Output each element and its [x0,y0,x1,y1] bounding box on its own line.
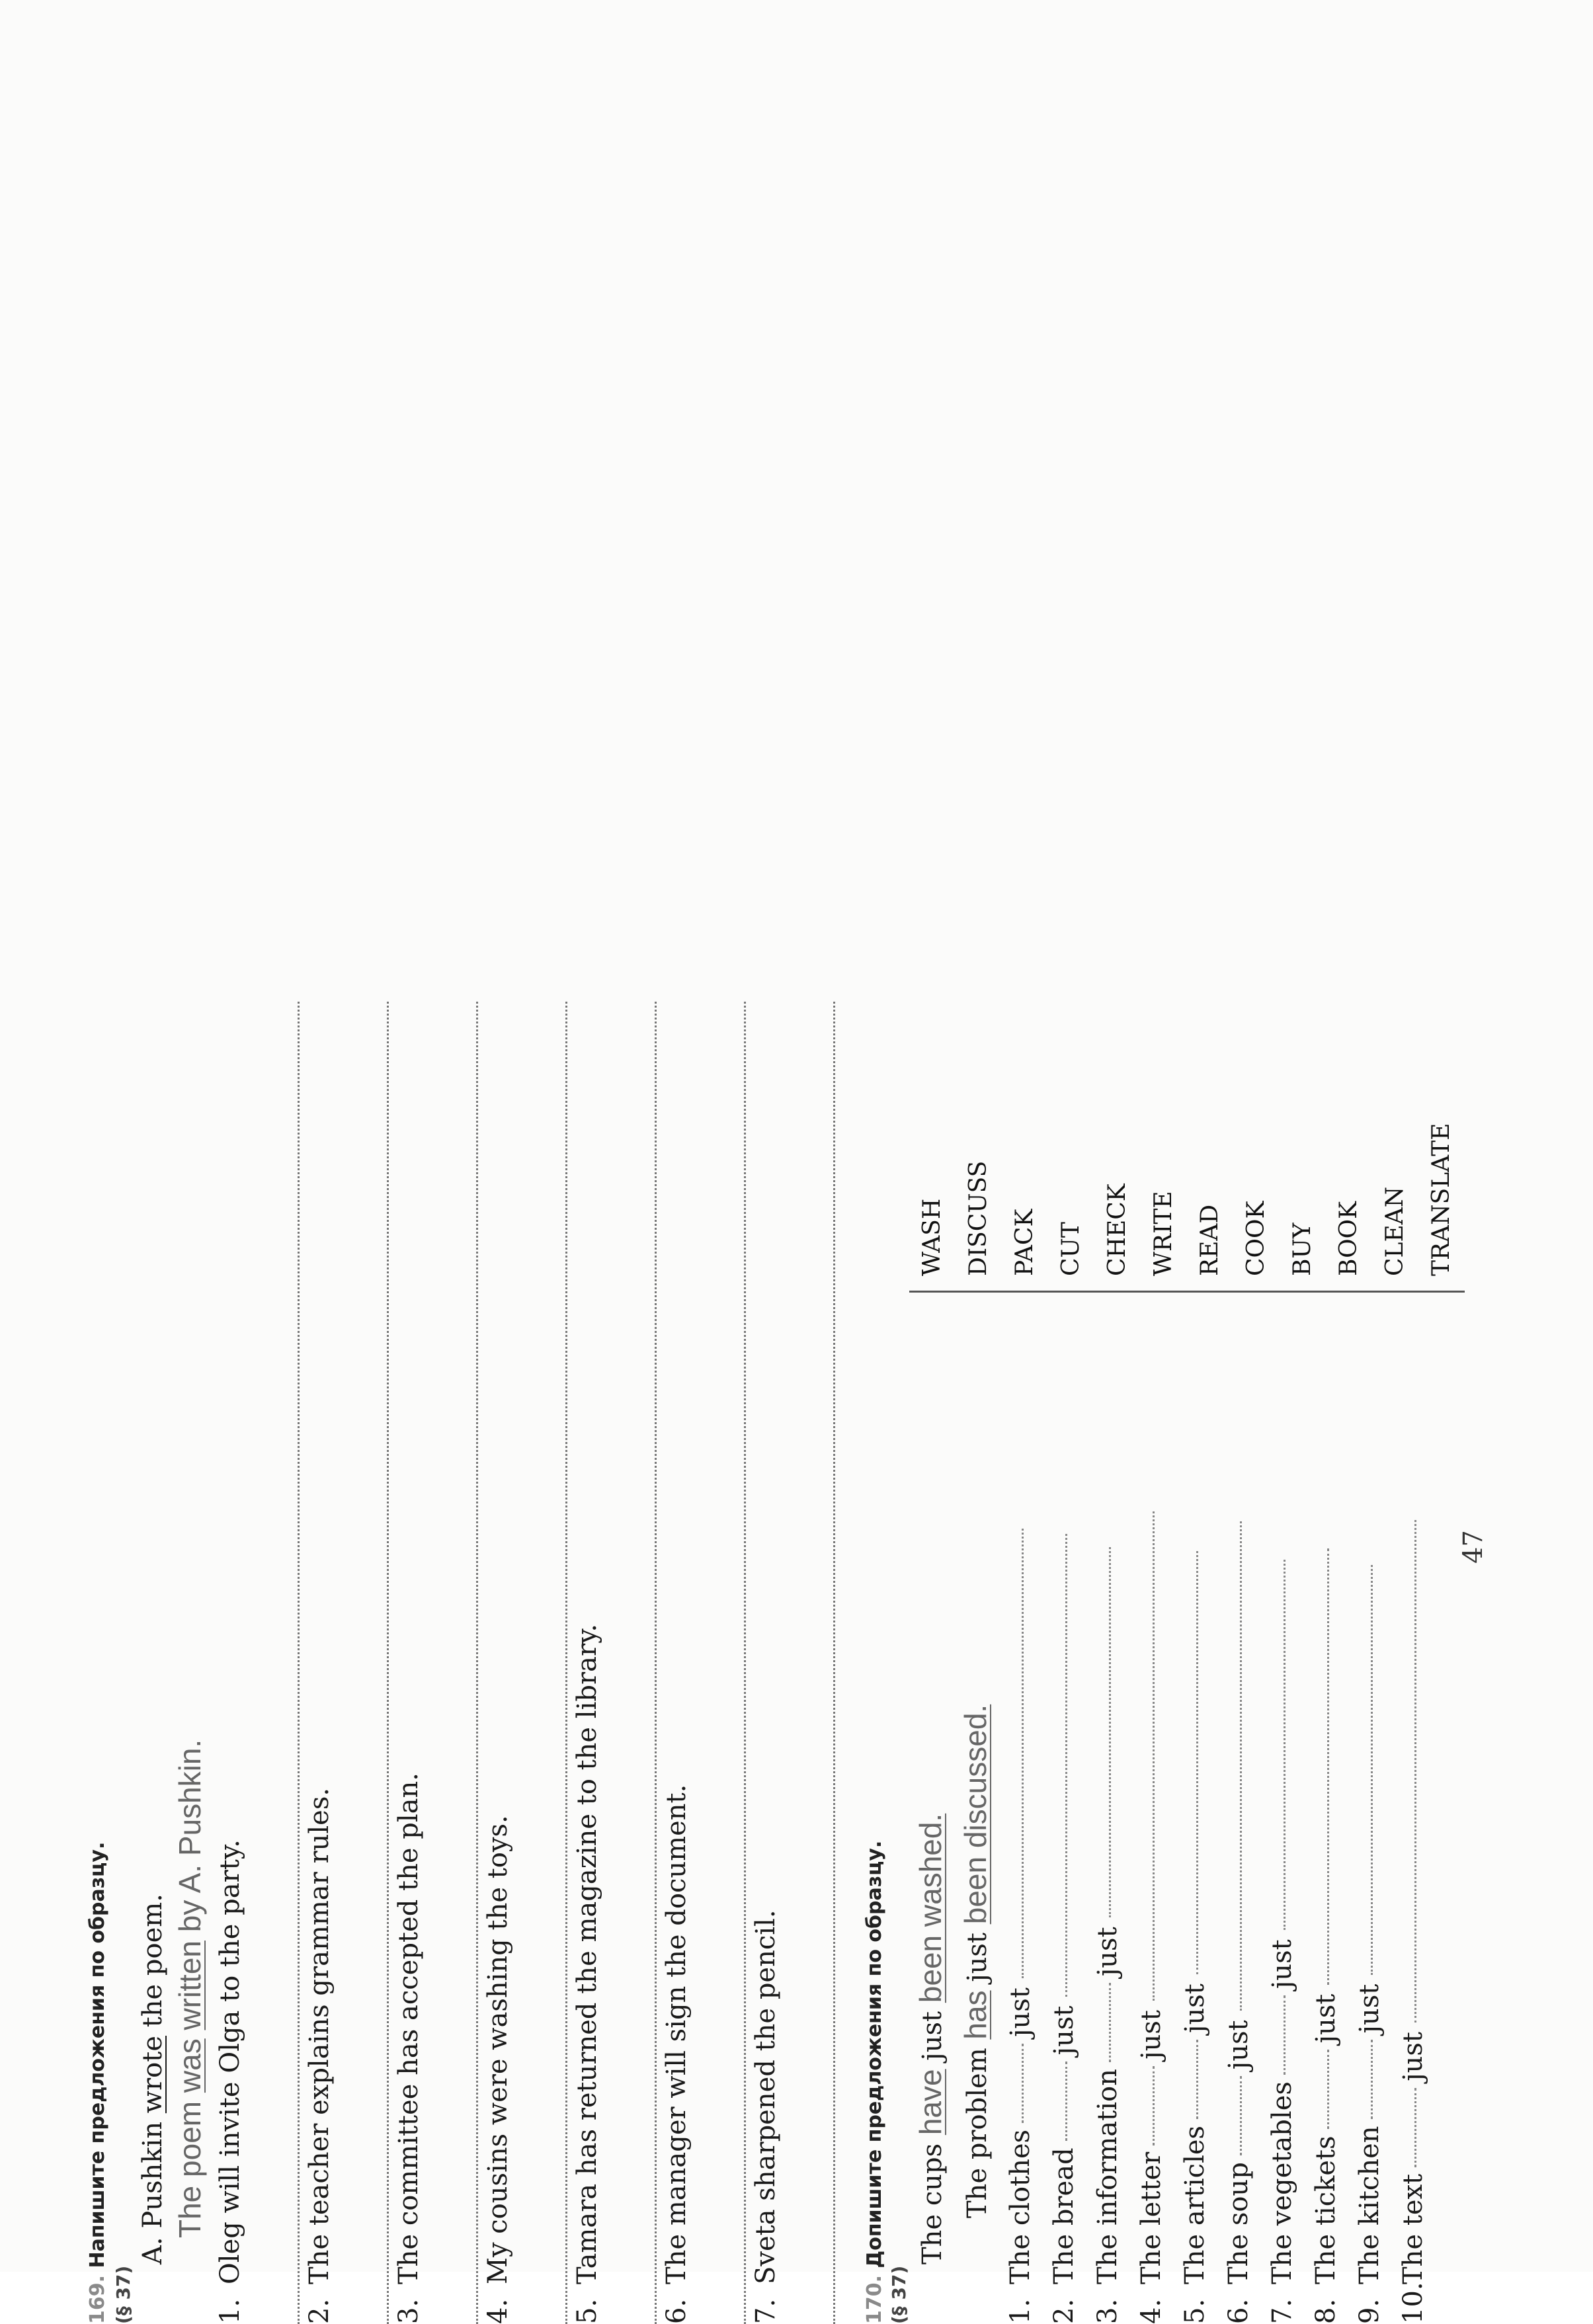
answer-line-2[interactable] [387,1002,389,2324]
item-just: just [1180,1983,1210,2033]
ex169-item-5 [572,1624,602,2324]
ex169-item-7 [751,1909,781,2324]
participle-blank[interactable] [1327,1548,1329,1985]
item-subject: The information [1092,2069,1123,2284]
ex170-item-3 [1092,1547,1123,2324]
participle-blank[interactable] [1196,1551,1198,1974]
item-subject: The kitchen [1354,2126,1385,2284]
word-buy: BUY [1289,1222,1316,1276]
participle-blank[interactable] [1283,1560,1286,1930]
word-wash: WASH [919,1198,946,1276]
word-translate: TRANSLATE [1428,1123,1455,1276]
item-just: just [1005,1987,1036,2037]
ex169-para: (§ 37) [112,2265,134,2324]
ex169-header [86,1842,109,2324]
auxiliary-blank[interactable] [1021,2044,1024,2123]
item-number: 5. [572,2298,602,2324]
ex169-item-3 [393,1773,424,2324]
ex170-item-9 [1354,1565,1385,2324]
example-post: the poem. [138,1894,168,2036]
word-clean: CLEAN [1381,1186,1409,1276]
word-list [909,1123,1465,1276]
item-subject: The vegetables [1267,2081,1297,2284]
ex1-been: been washed. [913,1813,948,2003]
ex170-title: Допишите предложения по образцу. [863,1840,886,2268]
word-cut: CUT [1057,1222,1084,1276]
answer-line-5[interactable] [655,1002,657,2324]
word-read: READ [1196,1204,1223,1276]
item-number: 3. [1092,2298,1123,2324]
item-number: 1. [1005,2298,1036,2324]
ex1-have: have [913,2069,948,2136]
item-number: 9. [1354,2298,1385,2324]
item-just: just [1223,2020,1254,2070]
example-letter: A. [138,2237,168,2264]
item-text: The committee has accepted the plan. [393,1773,424,2284]
ex169-example-answer [172,1740,208,2238]
ex170-item-2 [1049,1534,1079,2324]
ex170-item-10 [1398,1520,1428,2324]
item-number: 5. [1180,2298,1210,2324]
item-just: just [1311,1993,1341,2044]
item-number: 7. [1267,2298,1297,2324]
item-subject: The bread [1049,2147,1079,2284]
participle-blank[interactable] [1414,1520,1416,2023]
item-subject: The letter [1136,2151,1166,2284]
item-text: Oleg will invite Olga to the party. [215,1839,245,2284]
word-cook: COOK [1243,1201,1270,1276]
participle-blank[interactable] [1108,1547,1111,1917]
ex170-header [863,1841,886,2324]
auxiliary-blank[interactable] [1108,1983,1111,2062]
auxiliary-blank[interactable] [1283,1995,1286,2075]
rotated-content [86,803,1501,2324]
auxiliary-blank[interactable] [1414,2088,1416,2167]
example-verb: wrote [138,2036,168,2114]
item-text: My cousins were washing the toys. [483,1815,513,2284]
answer-by: by A. Pushkin. [173,1739,207,1941]
ex169-item-2 [304,1788,335,2324]
ex170-para: (§ 37) [888,2265,910,2324]
ex169-item-4 [483,1815,513,2324]
participle-blank[interactable] [1021,1529,1024,1978]
ex170-number: 170. [863,2274,886,2324]
word-book: BOOK [1335,1201,1362,1276]
answer-subject: The poem [173,2093,207,2238]
ex169-title: Напишите предложения по образцу. [86,1841,109,2268]
ex170-example-2 [958,1704,993,2218]
item-number: 4. [1136,2298,1166,2324]
answer-line-3[interactable] [476,1002,478,2324]
auxiliary-blank[interactable] [1327,2050,1329,2129]
item-subject: The soup [1223,2162,1254,2284]
auxiliary-blank[interactable] [1152,2066,1155,2145]
word-check: CHECK [1104,1183,1131,1276]
answer-was: was [173,2038,207,2093]
item-number: 8. [1311,2298,1341,2324]
ex170-item-5 [1180,1551,1210,2324]
answer-line-7[interactable] [833,1002,835,2324]
item-text: The manager will sign the document. [661,1784,692,2284]
participle-blank[interactable] [1065,1534,1067,1997]
item-text: Tamara has returned the magazine to the library. [572,1623,602,2284]
ex169-item-1 [215,1839,245,2324]
ex170-item-7 [1267,1560,1297,2324]
ex169-item-6 [661,1784,692,2324]
answer-line-6[interactable] [744,1002,746,2324]
answer-line-1[interactable] [298,1002,300,2324]
item-just: just [1049,2005,1079,2056]
item-text: Sveta sharpened the pencil. [751,1909,781,2284]
page-number: 47 [1458,1530,1489,1564]
ex2-has: has [958,1990,993,2040]
word-discuss: DISCUSS [965,1160,992,1276]
ex169-number: 169. [86,2274,109,2324]
word-write: WRITE [1150,1191,1177,1276]
item-just: just [1354,1983,1385,2034]
item-just: just [1092,1927,1123,1977]
ex170-example-1 [913,1814,948,2264]
word-box [909,1123,1465,1293]
item-text: The teacher explains grammar rules. [304,1787,335,2284]
ex2-been: been discussed. [958,1704,993,1925]
auxiliary-blank[interactable] [1196,2040,1198,2119]
ex170-item-4 [1136,1511,1166,2324]
word-pack: PACK [1011,1209,1038,1276]
item-number: 2. [304,2298,335,2324]
ex169-example [138,1894,168,2264]
item-subject: The tickets [1311,2136,1341,2284]
item-just: just [1398,2032,1428,2081]
item-subject: The text [1398,2173,1428,2284]
ex1-just: just [917,2003,948,2069]
item-subject: The clothes [1005,2129,1036,2284]
ex2-subject: The problem [962,2039,993,2218]
item-number: 6. [1223,2298,1254,2324]
auxiliary-blank[interactable] [1065,2062,1067,2141]
item-number: 2. [1049,2298,1079,2324]
item-number: 1. [215,2298,245,2324]
item-subject: The articles [1180,2125,1210,2284]
example-pre: Pushkin [138,2113,168,2229]
ex170-item-6 [1223,1521,1254,2324]
auxiliary-blank[interactable] [1239,2076,1242,2155]
ex1-subject: The cups [917,2135,948,2264]
ex2-just: just [962,1924,993,1991]
auxiliary-blank[interactable] [1370,2040,1373,2119]
participle-blank[interactable] [1370,1565,1373,1975]
participle-blank[interactable] [1152,1511,1155,2001]
item-just: just [1267,1939,1297,1989]
item-number: 6. [661,2298,692,2324]
answer-written: written [173,1941,207,2030]
ex170-item-8 [1311,1548,1341,2324]
participle-blank[interactable] [1239,1521,1242,2011]
item-number: 3. [393,2298,424,2324]
item-just: just [1136,2010,1166,2060]
item-number: 7. [751,2298,781,2324]
item-number: 4. [483,2298,513,2324]
item-number: 10. [1398,2282,1428,2324]
answer-line-4[interactable] [565,1002,567,2324]
ex170-item-1 [1005,1529,1036,2324]
